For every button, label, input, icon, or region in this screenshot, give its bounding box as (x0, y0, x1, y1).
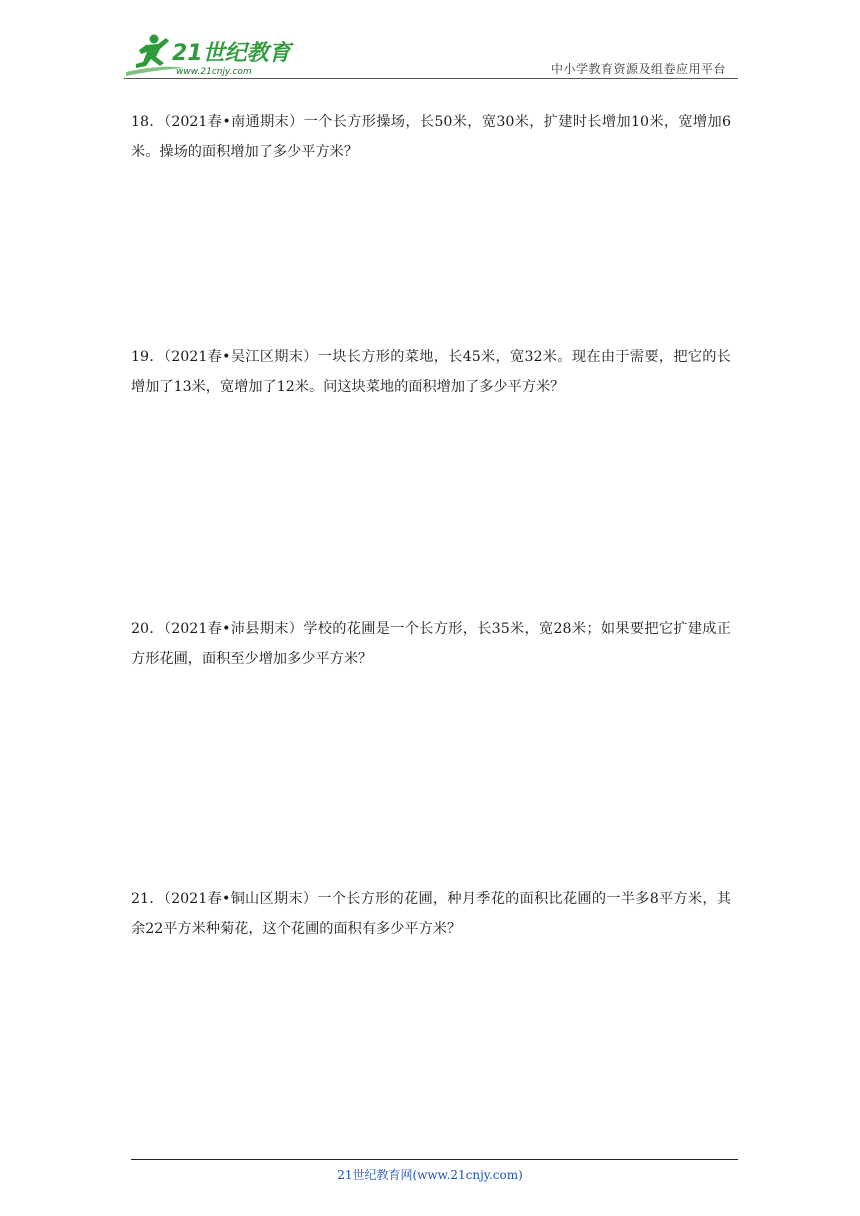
header-platform-text: 中小学教育资源及组卷应用平台 (550, 62, 726, 76)
question-19: 19．（2021春•吴江区期末）一块长方形的菜地，长45米，宽32米。现在由于需要，把它的长增加了13米，宽增加了12米。问这块菜地的面积增加了多少平方米？ (131, 349, 731, 395)
question-21: 21．（2021春•铜山区期末）一个长方形的花圃，种月季花的面积比花圃的一半多8平方米，其余22平方米种菊花，这个花圃的面积有多少平方米？ (131, 891, 731, 937)
svg-text:21世纪教育: 21世纪教育 (172, 41, 291, 66)
footer-site-link[interactable]: 21世纪教育网(www.21cnjy.com) (337, 1168, 523, 1182)
logo-21cnjy (124, 30, 294, 78)
question-20: 20．（2021春•沛县期末）学校的花圃是一个长方形，长35米，宽28米；如果要把它扩建成正方形花圃，面积至少增加多少平方米？ (131, 621, 731, 667)
page-header (124, 30, 738, 78)
question-18: 18．（2021春•南通期末）一个长方形操场，长50米，宽30米，扩建时长增加10米，宽增加6米。操场的面积增加了多少平方米？ (131, 114, 731, 160)
svg-text:www.21cnjy.com: www.21cnjy.com (176, 67, 252, 77)
header-divider (124, 78, 738, 79)
footer-divider (131, 1159, 738, 1160)
